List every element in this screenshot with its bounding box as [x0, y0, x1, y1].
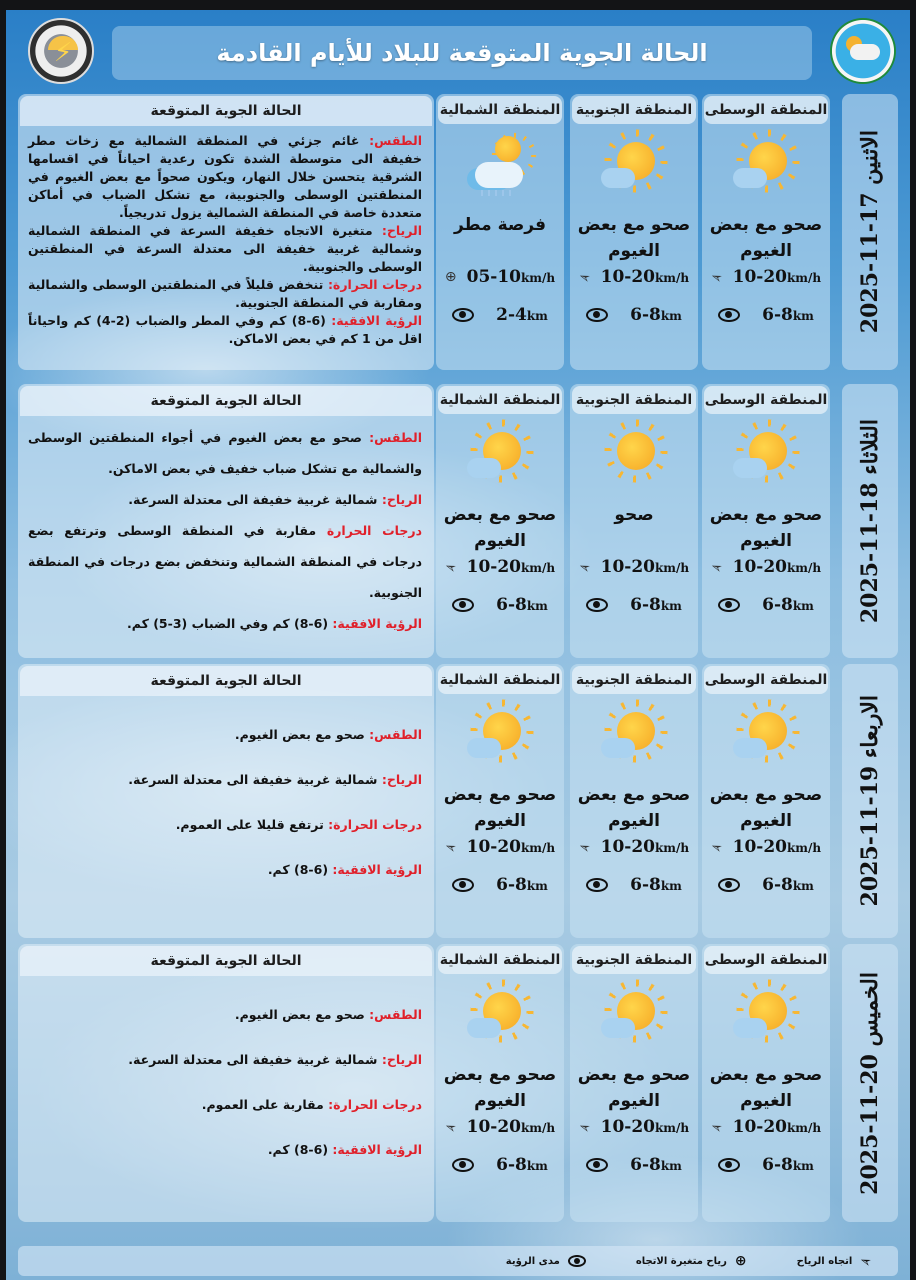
day-name: الاربعاء	[857, 695, 883, 759]
day-date-label	[857, 972, 883, 1195]
date: 2025-11-20	[857, 1053, 883, 1195]
condition-text: صحو	[614, 505, 654, 525]
temperatures-text: مقاربة على العموم.	[201, 1097, 324, 1112]
visibility-range: 2-4	[496, 305, 527, 325]
winds-text: شمالية غربية خفيفة الى معتدلة السرعة.	[128, 772, 378, 787]
wind-unit: km/h	[520, 841, 556, 855]
sun-with-cloud-icon	[731, 134, 801, 198]
temperatures-label: درجات الحرارة:	[328, 1097, 422, 1112]
wind-speed	[436, 1114, 564, 1140]
cloud-shape	[733, 458, 767, 478]
day-date-label	[857, 695, 883, 906]
wind-range: 10-20	[600, 267, 655, 287]
visibility-value	[762, 305, 814, 325]
sun-with-cloud-icon	[465, 424, 535, 488]
wind-unit: km/h	[786, 271, 822, 285]
visibility-range: 6-8	[630, 305, 661, 325]
wind-unit: km/h	[654, 271, 690, 285]
eye-icon	[568, 1255, 586, 1267]
eye-icon	[586, 1158, 608, 1172]
visibility-value	[630, 595, 682, 615]
wind-range: 10-20	[466, 557, 521, 577]
visibility-value	[762, 595, 814, 615]
wind-unit: km/h	[520, 561, 556, 575]
wind-direction-icon: ➢	[576, 557, 593, 577]
legend	[18, 1246, 898, 1276]
region-name: المنطقة الشمالية	[438, 386, 562, 414]
region-card	[570, 944, 698, 1222]
details-body	[18, 696, 434, 898]
condition-text: صحو مع بعض الغيوم	[577, 1065, 691, 1111]
details-panel	[18, 944, 434, 1222]
visibility-value	[630, 1155, 682, 1175]
visibility	[570, 298, 698, 332]
wind-unit: km/h	[786, 841, 822, 855]
visibility	[436, 298, 564, 332]
wind-direction-icon: ➢	[576, 1117, 593, 1137]
day-row	[18, 384, 898, 658]
details-title: الحالة الجوية المتوقعة	[20, 666, 432, 696]
logo-cloud-icon	[850, 44, 880, 60]
weather-line	[28, 132, 422, 222]
date: 2025-11-17	[857, 192, 883, 334]
details-title: الحالة الجوية المتوقعة	[20, 386, 432, 416]
visibility-value	[630, 305, 682, 325]
region-name: المنطقة الشمالية	[438, 666, 562, 694]
condition-text: صحو مع بعض الغيوم	[709, 1065, 823, 1111]
temperatures-text: تنخفض قليلاً في المنطقتين الوسطى والشمالية ومقاربة في المنطقة الجنوبية.	[28, 277, 422, 310]
cloud-shape	[601, 738, 635, 758]
wind-range: 10-20	[466, 837, 521, 857]
visibility-value	[762, 1155, 814, 1175]
meteorology-logo-icon	[830, 18, 896, 84]
sun-with-cloud-icon	[731, 424, 801, 488]
visibility	[436, 1148, 564, 1182]
winds-text: متغيرة الاتجاه خفيفة السرعة في المنطقة الشمالية وشمالية غربية خفيفة الى معتدلة السرعة في المنطقتين الوسطى والجنوبية.	[28, 223, 422, 274]
wind-range: 10-20	[600, 837, 655, 857]
visibility-range: 6-8	[496, 875, 527, 895]
wind-range: 10-20	[732, 267, 787, 287]
details-panel	[18, 664, 434, 938]
visibility-text: (6-8) كم وفي الضباب (3-5) كم.	[127, 616, 329, 631]
eye-icon	[452, 878, 474, 892]
wind-speed	[570, 834, 698, 860]
wind-unit: km/h	[654, 1121, 690, 1135]
visibility-range: 6-8	[496, 1155, 527, 1175]
wind-direction-icon: ➢	[442, 1117, 459, 1137]
wind-direction-icon: ➢	[576, 267, 593, 287]
sun-disc	[495, 136, 521, 162]
variable-wind-icon: ⊕	[444, 269, 457, 285]
date: 2025-11-18	[857, 482, 883, 624]
wind-speed	[436, 834, 564, 860]
cloud-shape	[733, 1018, 767, 1038]
visibility-range: 6-8	[762, 875, 793, 895]
eye-icon	[718, 878, 740, 892]
legend-variable-wind	[636, 1253, 747, 1269]
legend-label: اتجاه الرياح	[796, 1255, 853, 1267]
wind-value	[467, 557, 556, 577]
weather-label: الطقس:	[369, 727, 422, 742]
winds-label: الرياح:	[381, 772, 422, 787]
region-card	[702, 664, 830, 938]
weather-line	[28, 712, 422, 757]
sun-with-cloud-icon	[465, 984, 535, 1048]
day-name: الخميس	[857, 971, 883, 1046]
day-row	[18, 94, 898, 370]
cloud-shape	[733, 738, 767, 758]
visibility-unit: km	[660, 1159, 682, 1173]
temperatures-label: درجات الحرارة	[326, 523, 422, 538]
condition-text: صحو مع بعض الغيوم	[709, 505, 823, 551]
visibility-value	[496, 305, 548, 325]
wind-range: 10-20	[732, 1117, 787, 1137]
eye-icon	[586, 308, 608, 322]
region-name: المنطقة الجنوبية	[572, 386, 696, 414]
visibility-range: 6-8	[630, 875, 661, 895]
wind-unit: km/h	[786, 1121, 822, 1135]
region-card	[436, 664, 564, 938]
eye-icon	[452, 1158, 474, 1172]
visibility-unit: km	[526, 309, 548, 323]
wind-range: 10-20	[600, 1117, 655, 1137]
wind-range: 10-20	[466, 1117, 521, 1137]
temperatures-line	[28, 802, 422, 847]
wind-unit: km/h	[654, 561, 690, 575]
weather-line	[28, 992, 422, 1037]
region-card	[702, 94, 830, 370]
wind-range: 10-20	[732, 557, 787, 577]
region-card	[436, 944, 564, 1222]
day-name: الاثنين	[857, 130, 883, 186]
winds-label: الرياح:	[381, 492, 422, 507]
sun-disc	[617, 432, 655, 470]
wind-value	[733, 1117, 822, 1137]
visibility-value	[496, 875, 548, 895]
region-name: المنطقة الجنوبية	[572, 96, 696, 124]
visibility-unit: km	[660, 879, 682, 893]
region-card	[436, 384, 564, 658]
date: 2025-11-19	[857, 766, 883, 907]
day-row	[18, 944, 898, 1222]
visibility-text: (6-8) كم وفي المطر والضباب (2-4) كم واحياناً اقل من 1 كم في بعض الاماكن.	[28, 313, 422, 346]
legend-wind-direction	[796, 1251, 875, 1271]
sun-with-cloud-icon	[731, 704, 801, 768]
region-name: المنطقة الشمالية	[438, 946, 562, 974]
temperatures-text: ترتفع قليلا على العموم.	[175, 817, 324, 832]
wind-speed	[570, 264, 698, 290]
sun-with-cloud-icon	[599, 704, 669, 768]
sun-icon	[599, 424, 669, 488]
weather-label: الطقس:	[369, 1007, 422, 1022]
region-name: المنطقة الشمالية	[438, 96, 562, 124]
wind-speed	[570, 1114, 698, 1140]
cloud-shape	[601, 168, 635, 188]
details-body	[18, 976, 434, 1178]
sun-with-cloud-icon	[465, 704, 535, 768]
visibility	[570, 868, 698, 902]
wind-direction-icon: ➢	[857, 1251, 875, 1271]
visibility	[436, 868, 564, 902]
rain-cloud-sun-icon	[465, 134, 535, 198]
details-panel	[18, 384, 434, 658]
visibility-line	[28, 312, 422, 348]
wind-speed	[702, 834, 830, 860]
visibility	[702, 1148, 830, 1182]
wind-value	[733, 557, 822, 577]
visibility-text: (6-8) كم.	[267, 862, 329, 877]
weather-text: صحو مع بعض الغيوم.	[234, 727, 365, 742]
wind-value	[601, 1117, 690, 1137]
temperatures-label: درجات الحرارة:	[327, 277, 423, 292]
visibility-unit: km	[526, 1159, 548, 1173]
page-title: الحالة الجوية المتوقعة للبلاد للأيام القادمة	[216, 39, 708, 67]
visibility-line	[28, 847, 422, 892]
wind-unit: km/h	[654, 841, 690, 855]
temperatures-text: مقاربة في المنطقة الوسطى وترتفع بضع درجات في المنطقة الشمالية وتنخفض بضع درجات في المنطقة الجنوبية.	[28, 523, 422, 600]
forecasting-logo-icon	[28, 18, 94, 84]
day-date-column	[842, 384, 898, 658]
day-date-column	[842, 944, 898, 1222]
rain-drops	[481, 190, 515, 196]
day-name: الثلاثاء	[857, 418, 883, 475]
wind-speed	[702, 264, 830, 290]
wind-direction-icon: ➢	[442, 557, 459, 577]
winds-label: الرياح:	[381, 223, 422, 238]
wind-direction-icon: ➢	[708, 267, 725, 287]
winds-line	[28, 222, 422, 276]
legend-visibility	[506, 1255, 586, 1267]
winds-text: شمالية غربية خفيفة الى معتدلة السرعة.	[128, 1052, 378, 1067]
wind-range: 10-20	[600, 557, 655, 577]
weather-text: صحو مع بعض الغيوم.	[234, 1007, 365, 1022]
wind-value	[733, 267, 822, 287]
day-date-column	[842, 94, 898, 370]
details-body	[18, 416, 434, 645]
day-date-label	[857, 419, 883, 623]
wind-speed	[436, 554, 564, 580]
wind-direction-icon: ➢	[442, 837, 459, 857]
visibility-unit: km	[792, 879, 814, 893]
condition-text: صحو مع بعض الغيوم	[443, 785, 557, 831]
visibility	[702, 588, 830, 622]
visibility-line	[28, 1127, 422, 1172]
visibility-unit: km	[526, 879, 548, 893]
winds-line	[28, 484, 422, 515]
visibility-value	[496, 595, 548, 615]
cloud-shape	[475, 162, 523, 188]
wind-speed	[436, 264, 564, 290]
winds-line	[28, 1037, 422, 1082]
eye-icon	[586, 598, 608, 612]
weather-text: غائم جزئي في المنطقة الشمالية مع زخات مطر خفيفة الى متوسطة الشدة تكون رعدية احياناً في اقسامها الشرقية يتحسن خلال النهار، ويكون صحواً مع بعض الغيوم في المنطقتين الوسطى والجنوبية، مع تشكل الضباب في أماكن متعددة خاصة في المنطقة الشمالية يزول تدريجياً.	[28, 133, 422, 220]
cloud-shape	[733, 168, 767, 188]
visibility	[436, 588, 564, 622]
sun-with-cloud-icon	[599, 984, 669, 1048]
lightning-icon: ⚡	[54, 38, 73, 68]
wind-value	[601, 267, 690, 287]
day-date-column	[842, 664, 898, 938]
visibility-unit: km	[660, 599, 682, 613]
wind-direction-icon: ➢	[708, 837, 725, 857]
visibility-value	[762, 875, 814, 895]
eye-icon	[452, 308, 474, 322]
condition-text: صحو مع بعض الغيوم	[709, 215, 823, 261]
wind-value	[601, 557, 690, 577]
visibility-range: 6-8	[496, 595, 527, 615]
wind-speed	[702, 1114, 830, 1140]
visibility-unit: km	[792, 1159, 814, 1173]
wind-value	[467, 267, 556, 287]
region-name: المنطقة الجنوبية	[572, 946, 696, 974]
winds-label: الرياح:	[381, 1052, 422, 1067]
weather-text: صحو مع بعض الغيوم في أجواء المنطقتين الوسطى والشمالية مع تشكل ضباب خفيف في بعض الاماكن.	[28, 430, 422, 476]
condition-text: صحو مع بعض الغيوم	[577, 215, 691, 261]
region-name: المنطقة الوسطى	[704, 666, 828, 694]
condition-text: صحو مع بعض الغيوم	[709, 785, 823, 831]
details-title: الحالة الجوية المتوقعة	[20, 96, 432, 126]
wind-speed	[702, 554, 830, 580]
visibility-label: الرؤية الافقية:	[332, 1142, 422, 1157]
sun-with-cloud-icon	[599, 134, 669, 198]
region-card	[570, 664, 698, 938]
region-card	[436, 94, 564, 370]
wind-speed	[570, 554, 698, 580]
wind-value	[733, 837, 822, 857]
region-card	[570, 94, 698, 370]
legend-label: مدى الرؤية	[505, 1255, 560, 1267]
condition-text: فرصة مطر	[453, 215, 547, 235]
visibility-label: الرؤية الافقية:	[331, 313, 422, 328]
visibility-range: 6-8	[762, 305, 793, 325]
visibility-unit: km	[792, 309, 814, 323]
visibility-unit: km	[660, 309, 682, 323]
visibility-unit: km	[792, 599, 814, 613]
cloud-shape	[467, 1018, 501, 1038]
visibility-value	[496, 1155, 548, 1175]
eye-icon	[586, 878, 608, 892]
region-name: المنطقة الوسطى	[704, 946, 828, 974]
visibility-value	[630, 875, 682, 895]
visibility-line	[28, 608, 422, 639]
eye-icon	[718, 308, 740, 322]
cloud-shape	[601, 1018, 635, 1038]
wind-direction-icon: ➢	[708, 1117, 725, 1137]
wind-value	[467, 837, 556, 857]
sun-with-cloud-icon	[731, 984, 801, 1048]
temperatures-label: درجات الحرارة:	[328, 817, 422, 832]
region-card	[570, 384, 698, 658]
details-title: الحالة الجوية المتوقعة	[20, 946, 432, 976]
cloud-shape	[467, 458, 501, 478]
weather-label: الطقس:	[369, 133, 422, 148]
weather-label: الطقس:	[369, 430, 422, 445]
wind-value	[467, 1117, 556, 1137]
visibility-label: الرؤية الافقية:	[332, 862, 422, 877]
variable-wind-icon: ⊕	[734, 1253, 747, 1269]
details-body	[18, 126, 434, 354]
day-date-label	[857, 130, 883, 333]
visibility-range: 6-8	[630, 595, 661, 615]
forecast-bulletin	[6, 10, 910, 1280]
condition-text: صحو مع بعض الغيوم	[443, 505, 557, 551]
region-name: المنطقة الوسطى	[704, 386, 828, 414]
visibility	[570, 1148, 698, 1182]
region-name: المنطقة الوسطى	[704, 96, 828, 124]
region-card	[702, 384, 830, 658]
eye-icon	[452, 598, 474, 612]
temperatures-line	[28, 276, 422, 312]
wind-direction-icon: ➢	[576, 837, 593, 857]
winds-text: شمالية غربية خفيفة الى معتدلة السرعة.	[128, 492, 378, 507]
visibility	[702, 868, 830, 902]
wind-unit: km/h	[786, 561, 822, 575]
eye-icon	[718, 1158, 740, 1172]
wind-range: 05-10	[466, 267, 521, 287]
legend-label: رياح متغيرة الاتجاه	[635, 1255, 727, 1267]
visibility	[702, 298, 830, 332]
day-row	[18, 664, 898, 938]
condition-text: صحو مع بعض الغيوم	[443, 1065, 557, 1111]
visibility-range: 6-8	[762, 595, 793, 615]
temperatures-line	[28, 515, 422, 608]
visibility	[570, 588, 698, 622]
temperatures-line	[28, 1082, 422, 1127]
wind-value	[601, 837, 690, 857]
wind-direction-icon: ➢	[708, 557, 725, 577]
visibility-range: 6-8	[762, 1155, 793, 1175]
region-card	[702, 944, 830, 1222]
weather-line	[28, 422, 422, 484]
wind-range: 10-20	[732, 837, 787, 857]
visibility-range: 6-8	[630, 1155, 661, 1175]
winds-line	[28, 757, 422, 802]
wind-unit: km/h	[520, 1121, 556, 1135]
visibility-text: (6-8) كم.	[267, 1142, 329, 1157]
eye-icon	[718, 598, 740, 612]
visibility-unit: km	[526, 599, 548, 613]
details-panel	[18, 94, 434, 370]
cloud-shape	[467, 738, 501, 758]
page-title-bar	[112, 26, 812, 80]
wind-unit: km/h	[520, 271, 556, 285]
condition-text: صحو مع بعض الغيوم	[577, 785, 691, 831]
visibility-label: الرؤية الافقية:	[332, 616, 422, 631]
region-name: المنطقة الجنوبية	[572, 666, 696, 694]
